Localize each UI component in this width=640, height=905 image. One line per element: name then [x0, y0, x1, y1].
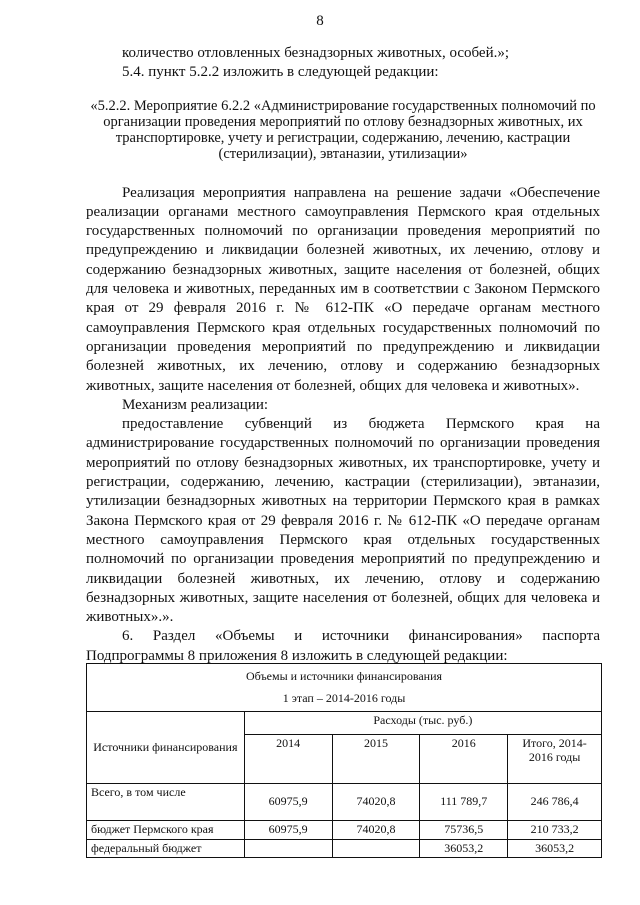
row-value: 246 786,4 [508, 784, 602, 821]
sources-header: Источники финансирования [87, 712, 245, 784]
text-line-2: 5.4. пункт 5.2.2 изложить в следующей редакции: [122, 64, 439, 81]
paragraph-realization: Реализация мероприятия направлена на решение задачи «Обеспечение реализации органами местного самоуправления Пермского края отдельных государственных полномочий по организации проведения мероприятий по предупреждению и ликвидации болезней животных, их лечению, отлову и содержанию безнадзорных животных, защите населения от болезней, общих для человека и животных, переданных им в соответствии с Законом Пермского края от 29 февраля 2016 г. № 612-ПК «О передаче органам местного самоуправления Пермского края отдельных государственных полномочий по организации проведения мероприятий по предупреждению и ликвидации болезней животных, их лечению, отлову и содержанию безнадзорных животных, защите населения от болезней, общих для человека и животных». [86, 184, 600, 394]
paragraph-mechanism-title: Механизм реализации: [122, 396, 269, 413]
table-row [87, 839, 602, 858]
year-total: Итого, 2014-2016 годы [508, 735, 602, 784]
table-row [87, 784, 602, 821]
row-value: 210 733,2 [508, 821, 602, 840]
table-title-row [87, 664, 602, 712]
row-value: 74020,8 [332, 784, 420, 821]
expenses-header: Расходы (тыс. руб.) [244, 712, 601, 735]
row-value: 60975,9 [244, 784, 332, 821]
row-value: 36053,2 [508, 839, 602, 858]
year-2016: 2016 [420, 735, 508, 784]
financing-table [86, 663, 602, 858]
paragraph-mechanism: предоставление субвенций из бюджета Пермского края на администрирование государственных полномочий по организации проведения мероприятий по отлову безнадзорных животных, их транспортировке, учету и регистрации, содержанию, лечению, кастрации (стерилизации), эвтаназии, утилизации безнадзорных животных на территории Пермского края в рамках Закона Пермского края от 29 февраля 2016 г. № 612-ПК «О передаче органам местного самоуправления Пермского края отдельных государственных полномочий по организации проведения мероприятий по предупреждению и ликвидации болезней животных, их лечению, отлову и содержанию безнадзорных животных, защите населения от болезней, общих для человека и животных».». [86, 416, 600, 626]
row-value [244, 839, 332, 858]
row-value: 74020,8 [332, 821, 420, 840]
row-label: бюджет Пермского края [87, 821, 245, 840]
table-header-row [87, 712, 602, 735]
year-2014: 2014 [244, 735, 332, 784]
row-value [332, 839, 420, 858]
row-value: 75736,5 [420, 821, 508, 840]
section-heading: «5.2.2. Мероприятие 6.2.2 «Администрирование государственных полномочий по организации проведения мероприятий по отлову безнадзорных животных, их транспортировке, учету и регистрации, содержанию, лечению, кастрации (стерилизации), эвтаназии, утилизации» [90, 97, 596, 162]
text-line-1: количество отловленных безнадзорных животных, особей.»; [122, 45, 510, 61]
document-body [86, 44, 600, 666]
table-title-cell [87, 664, 602, 712]
row-value: 60975,9 [244, 821, 332, 840]
year-2015: 2015 [332, 735, 420, 784]
row-label: федеральный бюджет [87, 839, 245, 858]
table-stage: 1 этап – 2014-2016 годы [282, 690, 406, 705]
table-row [87, 821, 602, 840]
row-value: 111 789,7 [420, 784, 508, 821]
page-number: 8 [316, 13, 324, 29]
table-title: Объемы и источники финансирования [245, 669, 443, 683]
paragraph-section-6: 6. Раздел «Объемы и источники финансирования» паспорта Подпрограммы 8 приложения 8 изложить в следующей редакции: [86, 628, 600, 664]
row-value: 36053,2 [420, 839, 508, 858]
row-label: Всего, в том числе [87, 784, 245, 821]
